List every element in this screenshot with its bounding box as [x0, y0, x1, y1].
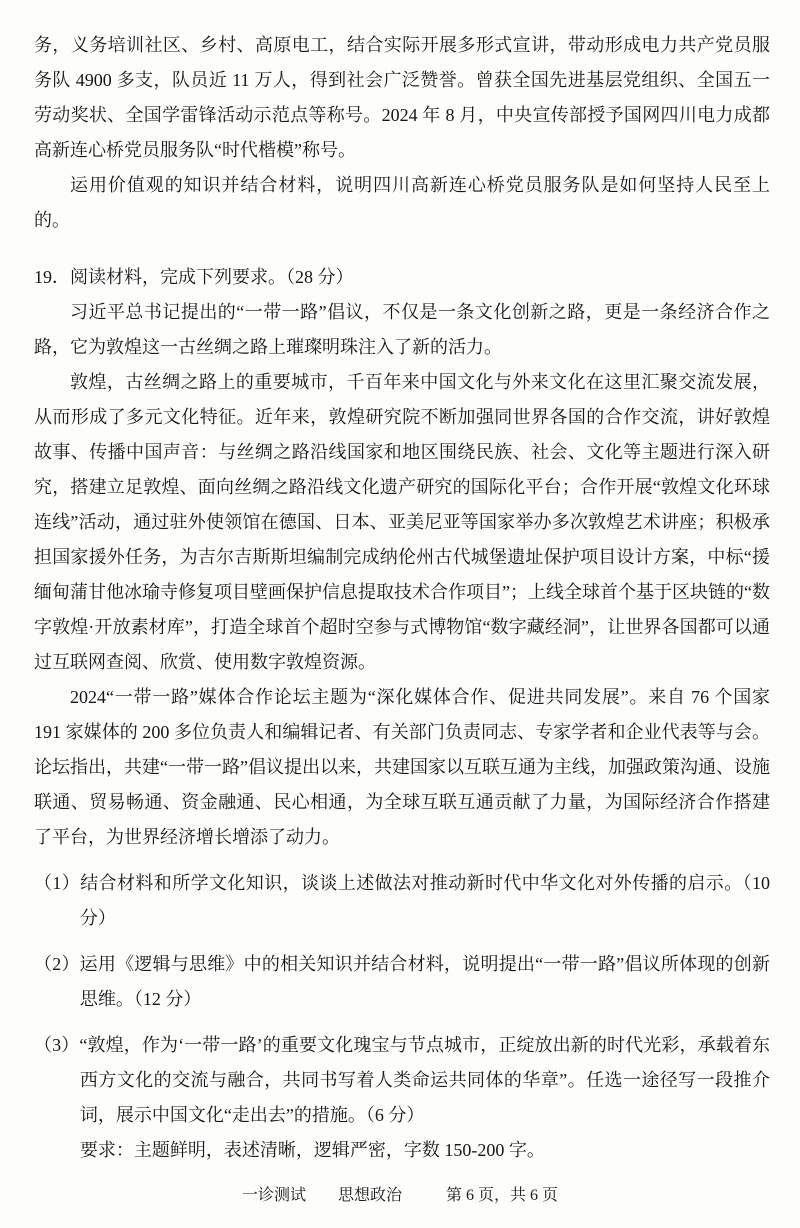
question-19-sub-question-2: （2）运用《逻辑与思维》中的相关知识并结合材料，说明提出“一带一路”倡议所体现的创新思维。（12 分）: [34, 954, 770, 1009]
page-footer: [0, 1184, 800, 1208]
question-19-material-2: 敦煌，古丝绸之路上的重要城市，千百年来中国文化与外来文化在这里汇聚交流发展，从而形成了多元文化特征。近年来，敦煌研究院不断加强同世界各国的合作交流，讲好敦煌故事、传播中国声音：与丝绸之路沿线国家和地区围绕民族、社会、文化等主题进行深入研究，搭建立足敦煌、面向丝绸之路沿线文化遗产研究的国际化平台；合作开展“敦煌文化环球连线”活动，通过驻外使领馆在德国、日本、亚美尼亚等国家举办多次敦煌艺术讲座；积极承担国家援外任务，为吉尔吉斯斯坦编制完成纳伦州古代城堡遗址保护项目设计方案，中标“援缅甸蒲甘他冰瑜寺修复项目壁画保护信息提取技术合作项目”；上线全球首个基于区块链的“数字敦煌·开放素材库”，打造全球首个超时空参与式博物馆“数字藏经洞”，让世界各国都可以通过互联网查阅、欣赏、使用数字敦煌资源。: [34, 372, 770, 672]
question-19-sub-question-1: （1）结合材料和所学文化知识，谈谈上述做法对推动新时代中华文化对外传播的启示。（10 分）: [34, 873, 770, 928]
question-19-header: 19．阅读材料，完成下列要求。（28 分）: [34, 267, 354, 287]
question-18-material-continuation: 务，义务培训社区、乡村、高原电工，结合实际开展多形式宣讲，带动形成电力共产党员服务队 4900 多支，队员近 11 万人，得到社会广泛赞誉。曾获全国先进基层党组织、全国五一劳动奖状、全国学雷锋活动示范点等称号。2024 年 8 月，中央宣传部授予国网四川电力成都高新连心桥党员服务队“时代楷模”称号。: [34, 35, 770, 160]
question-19-sub-question-3-requirement: 要求：主题鲜明，表述清晰，逻辑严密，字数 150-200 字。: [79, 1140, 545, 1160]
footer-page-number: 第 6 页，共 6 页: [446, 1187, 559, 1204]
footer-subject: 思想政治: [337, 1187, 402, 1204]
question-18-task: 运用价值观的知识并结合材料，说明四川高新连心桥党员服务队是如何坚持人民至上的。: [34, 175, 770, 230]
question-19-material-1: 习近平总书记提出的“一带一路”倡议，不仅是一条文化创新之路，更是一条经济合作之路，它为敦煌这一古丝绸之路上璀璨明珠注入了新的活力。: [34, 302, 770, 357]
question-19-sub-question-3: （3）“敦煌，作为‘一带一路’的重要文化瑰宝与节点城市，正绽放出新的时代光彩，承载着东西方文化的交流与融合，共同书写着人类命运共同体的华章”。任选一途径写一段推介词，展示中国文化“走出去”的措施。（6 分）: [34, 1035, 770, 1125]
footer-test-name: 一诊测试: [241, 1187, 306, 1204]
question-19-material-3: 2024“一带一路”媒体合作论坛主题为“深化媒体合作、促进共同发展”。来自 76 个国家 191 家媒体的 200 多位负责人和编辑记者、有关部门负责同志、专家学者和企业代表等与会。论坛指出，共建“一带一路”倡议提出以来，共建国家以互联互通为主线，加强政策沟通、设施联通、贸易畅通、资金融通、民心相通，为全球互联互通贡献了力量，为国际经济合作搭建了平台，为世界经济增长增添了动力。: [34, 687, 770, 847]
